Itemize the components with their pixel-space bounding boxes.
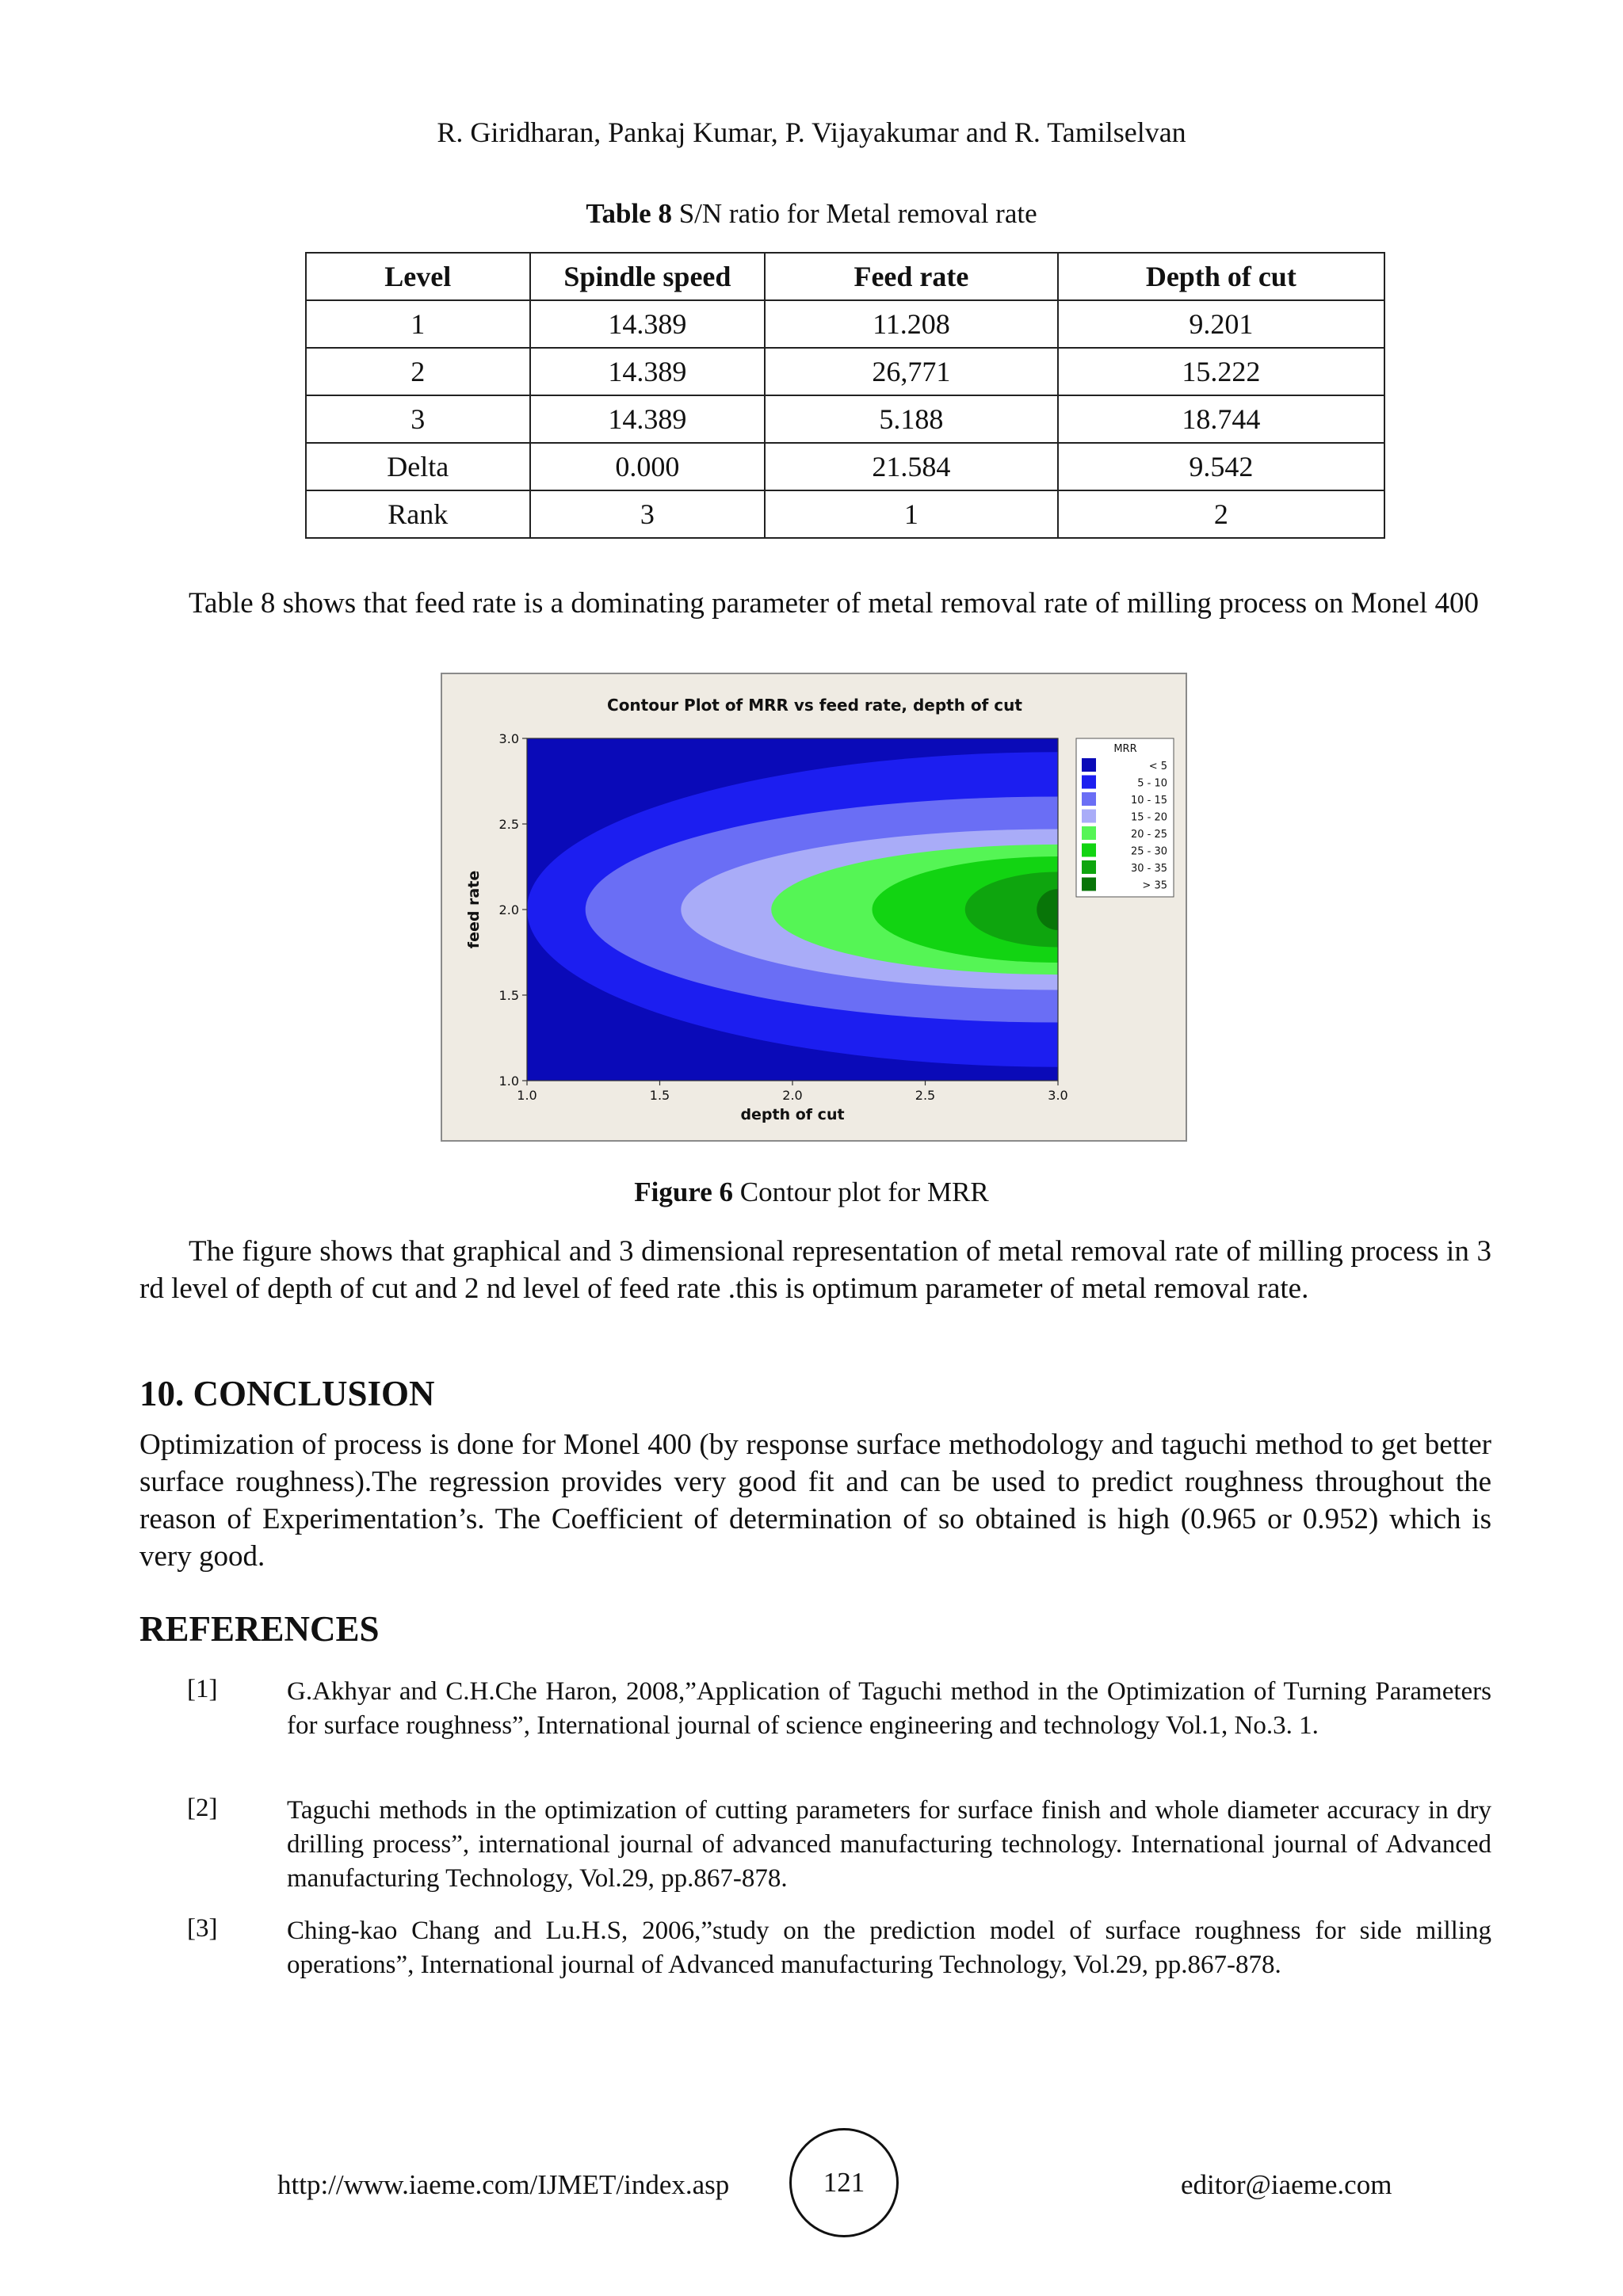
contour-chart: [442, 674, 1186, 1140]
legend-label: < 5: [1148, 761, 1167, 772]
paragraph-table-discussion: [139, 585, 1491, 622]
y-tick-label: 2.5: [498, 817, 519, 832]
x-tick-label: 1.0: [517, 1088, 537, 1103]
figure-caption-text: Contour plot for MRR: [739, 1177, 989, 1207]
reference-text: G.Akhyar and C.H.Che Haron, 2008,”Application of Taguchi method in the Optimization of Turning Parameters for surface roughness”, International journal of science engineering and technology Vol.1, No.3. 1.: [287, 1677, 1491, 1740]
legend-label: 25 - 30: [1130, 845, 1167, 858]
x-axis-label: depth of cut: [740, 1106, 845, 1123]
legend-label: 5 - 10: [1137, 777, 1167, 790]
legend-swatch: [1082, 878, 1096, 891]
table-cell: Rank: [306, 490, 530, 538]
table-cell: 1: [765, 490, 1057, 538]
y-tick-label: 1.0: [498, 1074, 519, 1089]
table-row: [306, 490, 1384, 538]
table-caption-text: S/N ratio for Metal removal rate: [678, 198, 1037, 229]
table-cell: 14.389: [530, 300, 766, 348]
table-cell: 9.201: [1058, 300, 1384, 348]
sn-ratio-table: [305, 252, 1385, 539]
legend-label: 30 - 35: [1130, 863, 1167, 875]
table-cell: 21.584: [765, 443, 1057, 490]
reference-number: [1]: [187, 1675, 218, 1703]
conclusion-heading: 10. CONCLUSION: [139, 1374, 435, 1413]
table-cell: Delta: [306, 443, 530, 490]
legend-swatch: [1082, 860, 1096, 874]
legend-swatch: [1082, 844, 1096, 857]
page-number-text: 121: [823, 2167, 865, 2198]
paragraph-figure-discussion: [139, 1233, 1491, 1307]
y-tick-label: 2.0: [498, 902, 519, 917]
table-cell: 14.389: [530, 348, 766, 395]
table-row: [306, 300, 1384, 348]
reference-number: [2]: [187, 1794, 218, 1822]
legend-label: > 35: [1142, 879, 1167, 892]
reference-text: Ching-kao Chang and Lu.H.S, 2006,”study on the prediction model of surface roughness for side milling operations”, International journal of Advanced manufacturing Technology, Vol.29, pp.867-878.: [287, 1917, 1491, 1979]
paragraph-text: Table 8 shows that feed rate is a dominating parameter of metal removal rate of milling process on Monel 400: [189, 587, 1479, 620]
paragraph-text: The figure shows that graphical and 3 dimensional representation of metal removal rate of milling process in 3 rd level of depth of cut and 2 nd level of feed rate .this is optimum parameter of metal removal rate.: [139, 1235, 1491, 1305]
page-number: [789, 2128, 899, 2237]
figure-caption-label: Figure 6: [634, 1177, 733, 1207]
table-cell: 3: [530, 490, 766, 538]
table-cell: 2: [306, 348, 530, 395]
legend-label: 20 - 25: [1130, 829, 1167, 841]
legend-swatch: [1082, 776, 1096, 789]
references-heading: REFERENCES: [139, 1609, 380, 1649]
table-cell: 9.542: [1058, 443, 1384, 490]
conclusion-paragraph: Optimization of process is done for Monel 400 (by response surface methodology and taguchi method to get better surface roughness).The regression provides very good fit and can be used to predict roughness throughout the reason of Experimentation’s. The Coefficient of determination of so obtained is high (0.965 or 0.952) which is very good.: [139, 1428, 1491, 1573]
table-cell: 1: [306, 300, 530, 348]
table-cell: 5.188: [765, 395, 1057, 443]
y-tick-label: 1.5: [498, 988, 519, 1003]
legend-swatch: [1082, 826, 1096, 840]
col-header-feed-rate: Feed rate: [765, 253, 1057, 300]
table-cell: 3: [306, 395, 530, 443]
x-tick-label: 1.5: [649, 1088, 670, 1103]
legend-label: 10 - 15: [1130, 795, 1167, 807]
x-tick-label: 2.5: [915, 1088, 936, 1103]
table-header-row: [306, 253, 1384, 300]
col-header-depth-of-cut: Depth of cut: [1058, 253, 1384, 300]
table-row: [306, 443, 1384, 490]
reference-number: [3]: [187, 1914, 218, 1943]
legend-label: 15 - 20: [1130, 811, 1167, 824]
table-cell: 26,771: [765, 348, 1057, 395]
figure-caption: [0, 1177, 1623, 1208]
table-cell: 2: [1058, 490, 1384, 538]
footer-email[interactable]: editor@iaeme.com: [1181, 2169, 1392, 2200]
x-tick-label: 3.0: [1048, 1088, 1068, 1103]
table-cell: 18.744: [1058, 395, 1384, 443]
legend-swatch: [1082, 758, 1096, 772]
table-caption-label: Table 8: [586, 198, 672, 229]
table-row: [306, 395, 1384, 443]
table-cell: 14.389: [530, 395, 766, 443]
contour-figure-frame: [441, 673, 1187, 1142]
chart-title: Contour Plot of MRR vs feed rate, depth of cut: [607, 696, 1022, 715]
legend-swatch: [1082, 810, 1096, 823]
col-header-level: Level: [306, 253, 530, 300]
y-axis-label: feed rate: [465, 870, 483, 949]
reference-text: Taguchi methods in the optimization of cutting parameters for surface finish and whole diameter accuracy in dry drilling process”, international journal of advanced manufacturing technology. International journal of Advanced manufacturing Technology, Vol.29, pp.867-878.: [287, 1796, 1491, 1893]
running-header: R. Giridharan, Pankaj Kumar, P. Vijayakumar and R. Tamilselvan: [437, 116, 1186, 148]
table-cell: 0.000: [530, 443, 766, 490]
footer-url[interactable]: http://www.iaeme.com/IJMET/index.asp: [277, 2169, 730, 2200]
table-row: [306, 348, 1384, 395]
table-cell: 11.208: [765, 300, 1057, 348]
chart-legend: [1076, 738, 1174, 897]
y-tick-label: 3.0: [498, 731, 519, 746]
legend-swatch: [1082, 792, 1096, 806]
table-caption: [0, 198, 1623, 230]
x-tick-label: 2.0: [782, 1088, 803, 1103]
legend-title: MRR: [1113, 743, 1137, 755]
table-cell: 15.222: [1058, 348, 1384, 395]
col-header-spindle-speed: Spindle speed: [530, 253, 766, 300]
